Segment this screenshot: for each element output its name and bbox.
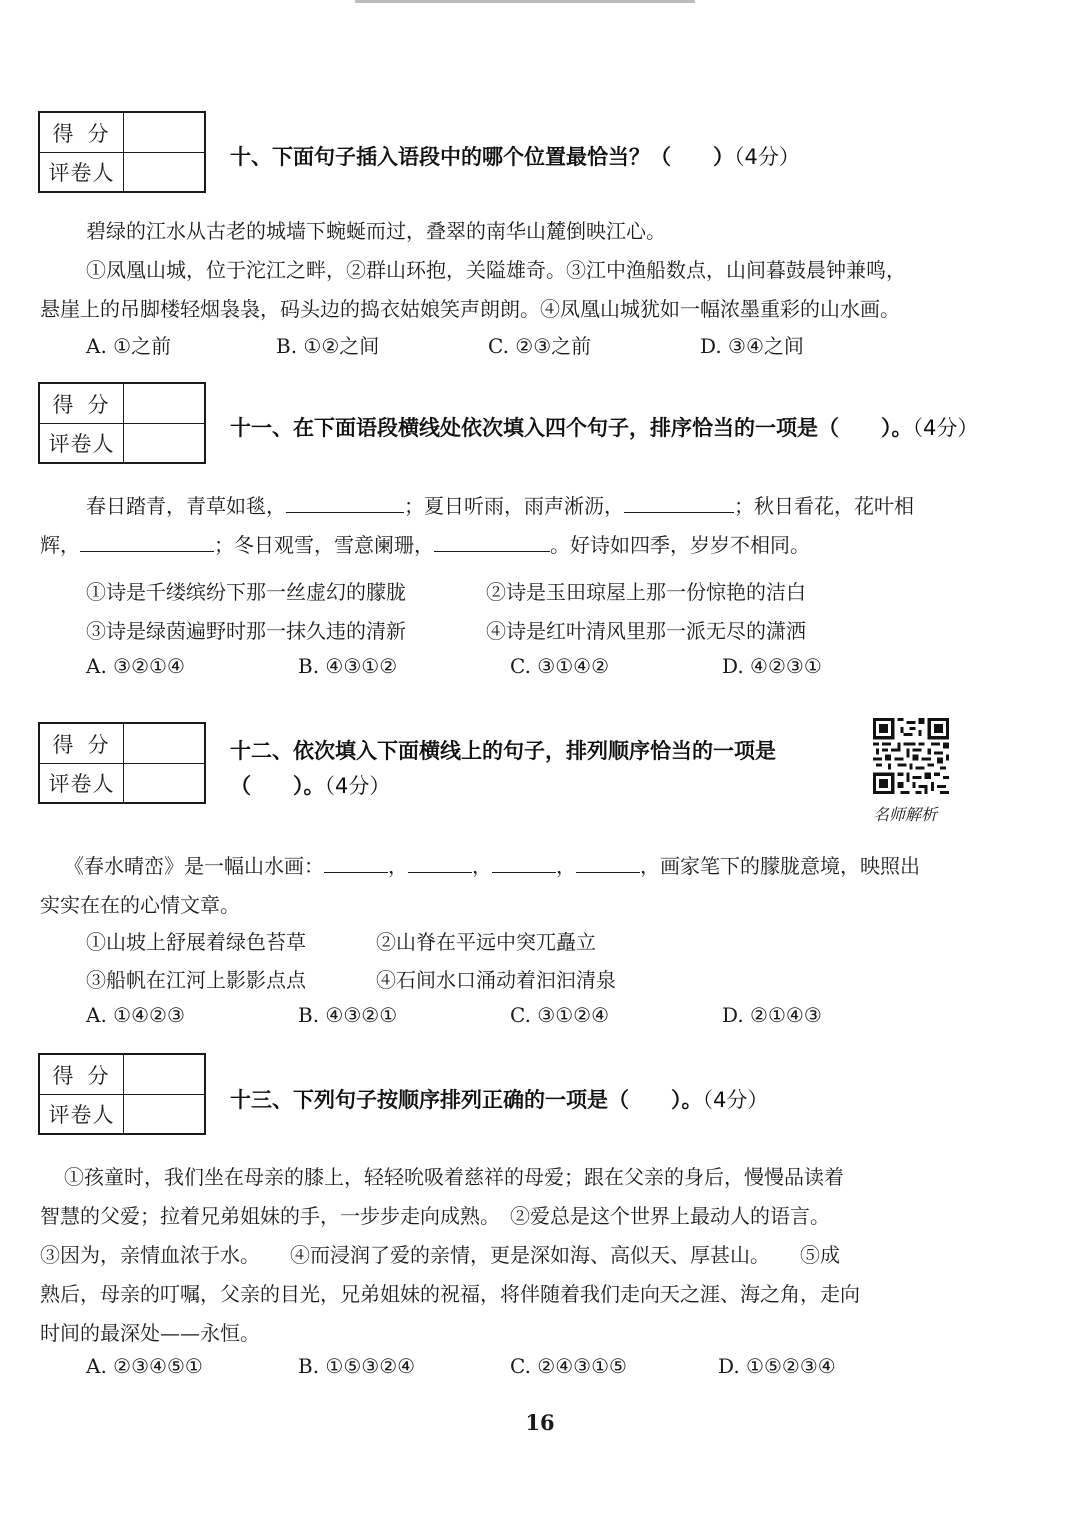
q11-sentence-1: ①诗是千缕缤纷下那一丝虚幻的朦胧 xyxy=(86,580,406,604)
question-points: （4分） xyxy=(912,416,979,440)
score-cell[interactable] xyxy=(124,113,204,153)
question-points: （4分） xyxy=(324,774,391,798)
passage-text: 辉， xyxy=(40,533,80,557)
passage-text: 《春水晴峦》是一幅山水画： xyxy=(64,854,324,878)
grader-cell[interactable] xyxy=(124,424,204,462)
q13-option-c[interactable]: C. ②④③①⑤ xyxy=(510,1354,627,1378)
question-title-text: （ ）。 xyxy=(230,774,325,798)
q12-option-c[interactable]: C. ③①②④ xyxy=(510,1003,610,1027)
q11-sentence-2: ②诗是玉田琼屋上那一份惊艳的洁白 xyxy=(486,580,806,604)
score-label: 得分 xyxy=(40,113,124,153)
separator: ， xyxy=(472,854,492,878)
q13-passage-line: 智慧的父爱；拉着兄弟姐妹的手，一步步走向成熟。 ②爱总是这个世界上最动人的语言。 xyxy=(40,1204,830,1228)
score-cell[interactable] xyxy=(124,384,204,424)
q10-option-a[interactable]: A. ①之前 xyxy=(86,334,172,358)
grader-cell[interactable] xyxy=(124,1095,204,1133)
separator: ， xyxy=(388,854,408,878)
score-box-q10 xyxy=(38,111,206,193)
question-points: （4分） xyxy=(702,1088,769,1112)
q12-sentence-3: ③船帆在江河上影影点点 xyxy=(86,968,306,992)
passage-text: 春日踏青，青草如毯， xyxy=(86,494,286,518)
answer-blank[interactable] xyxy=(324,854,388,873)
q13-passage-line: 熟后，母亲的叮嘱，父亲的目光，兄弟姐妹的祝福，将伴随着我们走向天之涯、海之角，走向 xyxy=(40,1282,860,1306)
q13-option-d[interactable]: D. ①⑤②③④ xyxy=(718,1354,836,1378)
q12-option-d[interactable]: D. ②①④③ xyxy=(722,1003,822,1027)
q11-passage-line xyxy=(40,529,810,558)
question-11-title xyxy=(230,412,978,442)
answer-blank[interactable] xyxy=(576,854,640,873)
q13-passage-line: 时间的最深处——永恒。 xyxy=(40,1321,260,1345)
answer-blank[interactable] xyxy=(434,533,550,552)
q12-option-a[interactable]: A. ①④②③ xyxy=(86,1003,185,1027)
answer-blank[interactable] xyxy=(408,854,472,873)
score-cell[interactable] xyxy=(124,1055,204,1095)
grader-label: 评卷人 xyxy=(40,1095,124,1133)
q10-option-b[interactable]: B. ①②之间 xyxy=(276,334,380,358)
q11-option-d[interactable]: D. ④②③① xyxy=(722,654,822,678)
q10-passage-line: 悬崖上的吊脚楼轻烟袅袅，码头边的捣衣姑娘笑声朗朗。④凤凰山城犹如一幅浓墨重彩的山水画。 xyxy=(40,297,900,321)
qr-code-icon[interactable] xyxy=(873,718,949,794)
page-number: 16 xyxy=(525,1410,555,1435)
score-box-q13 xyxy=(38,1053,206,1135)
q12-option-b[interactable]: B. ④③②① xyxy=(298,1003,398,1027)
grader-cell[interactable] xyxy=(124,153,204,191)
q11-option-c[interactable]: C. ③①④② xyxy=(510,654,610,678)
score-label: 得分 xyxy=(40,1055,124,1095)
passage-text: ；夏日听雨，雨声淅沥， xyxy=(404,494,624,518)
score-cell[interactable] xyxy=(124,724,204,764)
question-title-text: 十三、下列句子按顺序排列正确的一项是（ ）。 xyxy=(230,1088,703,1112)
score-label: 得分 xyxy=(40,384,124,424)
question-points: （4分） xyxy=(734,145,800,169)
answer-blank[interactable] xyxy=(286,494,404,513)
grader-label: 评卷人 xyxy=(40,424,124,462)
score-label: 得分 xyxy=(40,724,124,764)
score-box-q11 xyxy=(38,382,206,464)
question-12-title-cont xyxy=(230,770,390,800)
q12-passage-line xyxy=(64,850,920,879)
q11-sentence-4: ④诗是红叶清风里那一派无尽的潇洒 xyxy=(486,619,806,643)
question-title-text: 十一、在下面语段横线处依次填入四个句子，排序恰当的一项是（ ）。 xyxy=(230,416,913,440)
passage-text: ，画家笔下的朦胧意境，映照出 xyxy=(640,854,920,878)
q13-passage-line: ①孩童时，我们坐在母亲的膝上，轻轻吮吸着慈祥的母爱；跟在父亲的身后，慢慢品读着 xyxy=(64,1165,844,1189)
qr-caption: 名师解析 xyxy=(873,805,938,824)
q12-sentence-4: ④石间水口涌动着汩汩清泉 xyxy=(376,968,616,992)
grader-label: 评卷人 xyxy=(40,764,124,802)
q13-passage-line: ③因为，亲情血浓于水。 ④而浸润了爱的亲情，更是深如海、高似天、厚甚山。 ⑤成 xyxy=(40,1243,840,1267)
question-12-title: 十二、依次填入下面横线上的句子，排列顺序恰当的一项是 xyxy=(230,739,776,763)
q10-option-c[interactable]: C. ②③之前 xyxy=(488,334,592,358)
q11-passage-line xyxy=(86,490,914,519)
score-box-q12 xyxy=(38,722,206,804)
q12-passage-line: 实实在在的心情文章。 xyxy=(40,893,240,917)
passage-text: ；秋日看花，花叶相 xyxy=(734,494,914,518)
q10-option-d[interactable]: D. ③④之间 xyxy=(700,334,804,358)
grader-label: 评卷人 xyxy=(40,153,124,191)
q11-option-b[interactable]: B. ④③①② xyxy=(298,654,398,678)
q13-option-a[interactable]: A. ②③④⑤① xyxy=(86,1354,203,1378)
grader-cell[interactable] xyxy=(124,764,204,802)
q11-sentence-3: ③诗是绿茵遍野时那一抹久违的清新 xyxy=(86,619,406,643)
answer-blank[interactable] xyxy=(492,854,556,873)
answer-blank[interactable] xyxy=(624,494,734,513)
question-13-title xyxy=(230,1084,768,1114)
question-10-title xyxy=(230,141,800,171)
answer-blank[interactable] xyxy=(80,533,214,552)
q12-sentence-2: ②山脊在平远中突兀矗立 xyxy=(376,930,596,954)
passage-text: ；冬日观雪，雪意阑珊， xyxy=(214,533,434,557)
q10-passage-line: ①凤凰山城，位于沱江之畔，②群山环抱，关隘雄奇。③江中渔船数点，山间暮鼓晨钟兼鸣， xyxy=(86,258,906,282)
q11-option-a[interactable]: A. ③②①④ xyxy=(86,654,185,678)
top-edge-line xyxy=(355,0,695,3)
q13-option-b[interactable]: B. ①⑤③②④ xyxy=(298,1354,416,1378)
q10-sentence: 碧绿的江水从古老的城墙下蜿蜒而过，叠翠的南华山麓倒映江心。 xyxy=(86,219,666,243)
passage-text: 。好诗如四季，岁岁不相同。 xyxy=(550,533,810,557)
separator: ， xyxy=(556,854,576,878)
question-title-text: 十、下面句子插入语段中的哪个位置最恰当？（ ） xyxy=(230,145,734,169)
q12-sentence-1: ①山坡上舒展着绿色苔草 xyxy=(86,930,306,954)
